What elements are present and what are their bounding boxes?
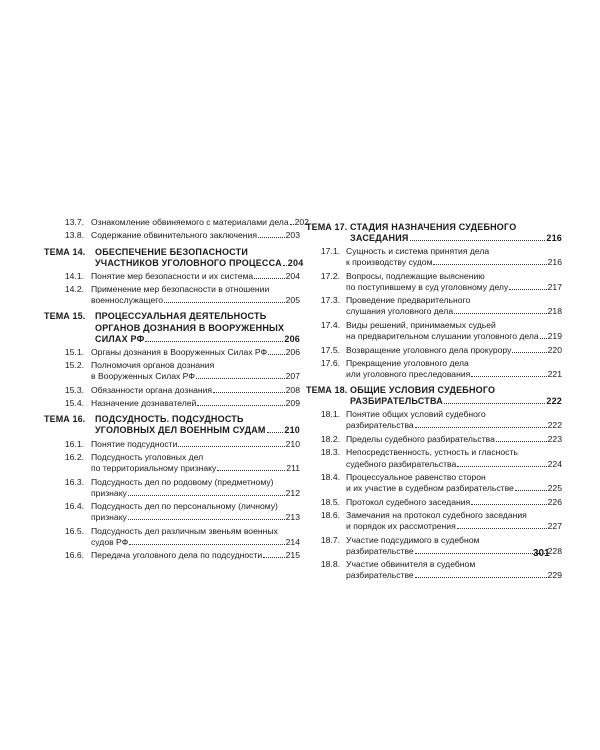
- toc-entry: [44, 526, 300, 548]
- entry-title-line: Непосредственность, устность и гласность: [346, 447, 518, 458]
- entry-title-line: по территориальному признаку: [91, 463, 217, 474]
- toc-entry: [306, 358, 562, 380]
- entry-number: 13.7.: [64, 217, 84, 227]
- entry-number: 14.1.: [64, 270, 84, 281]
- entry-title-line: Проведение предварительного: [346, 295, 471, 306]
- topic-number: ТЕМА 17.: [306, 222, 348, 232]
- entry-title-line: Прекращение уголовного дела: [346, 357, 469, 368]
- toc-entry: [306, 271, 562, 293]
- page-ref: 224: [547, 458, 562, 469]
- topic-title-line: СИЛАХ РФ: [95, 333, 145, 344]
- dot-leader: [268, 354, 285, 355]
- dot-leader: [290, 224, 294, 225]
- entry-number: 16.4.: [64, 501, 84, 512]
- page-ref: 221: [547, 369, 562, 380]
- page-ref: 216: [547, 257, 562, 268]
- toc-entry: [306, 497, 562, 508]
- dot-leader: [217, 470, 285, 471]
- toc-entry: [306, 447, 562, 469]
- entry-title-line: Полномочия органов дознания: [91, 360, 215, 371]
- toc-entry: [44, 439, 300, 450]
- page-ref: 216: [546, 233, 562, 244]
- entry-number: 17.3.: [320, 295, 340, 306]
- page-ref: 226: [547, 496, 562, 507]
- dot-leader: [433, 264, 546, 265]
- page-ref: 213: [285, 512, 300, 523]
- entry-number: 15.4.: [64, 398, 84, 409]
- entry-title-line: по поступившему в суд уголовному делу: [346, 281, 509, 292]
- dot-leader: [457, 528, 547, 529]
- page-ref: 203: [285, 230, 300, 241]
- entry-title-line: на предварительном слушании уголовного дела: [346, 331, 539, 342]
- page-ref: 212: [285, 487, 300, 498]
- page-ref: 202: [294, 217, 309, 227]
- page-ref: 218: [547, 306, 562, 317]
- dot-leader: [145, 341, 283, 342]
- entry-number: 14.2.: [64, 284, 84, 295]
- page-ref: 210: [284, 425, 300, 436]
- dot-leader: [410, 240, 546, 241]
- entry-title-line: Протокол судебного заседания: [346, 496, 471, 507]
- topic-number: ТЕМА 18.: [306, 385, 348, 396]
- entry-title-line: Сущность и система принятия дела: [346, 246, 490, 257]
- toc-entry: [306, 472, 562, 494]
- toc-entry: [44, 398, 300, 409]
- entry-title-line: Пределы судебного разбирательства: [346, 433, 495, 444]
- dot-leader: [129, 544, 284, 545]
- topic-number: ТЕМА 15.: [44, 311, 86, 322]
- dot-leader: [197, 405, 284, 406]
- entry-number: 15.2.: [64, 360, 84, 371]
- topic-title-line: ПОДСУДНОСТЬ. ПОДСУДНОСТЬ: [95, 414, 244, 425]
- entry-number: 16.2.: [64, 452, 84, 463]
- dot-leader: [254, 278, 284, 279]
- entry-number: 18.8.: [320, 559, 340, 570]
- dot-leader: [496, 441, 547, 442]
- topic-title-line: ОБЩИЕ УСЛОВИЯ СУДЕБНОГО: [350, 385, 496, 396]
- toc-topic: [306, 385, 562, 407]
- dot-leader: [457, 466, 546, 467]
- entry-number: 17.4.: [320, 319, 340, 330]
- entry-title-line: в Вооруженных Силах РФ: [91, 371, 195, 382]
- entry-title-line: или уголовного преследования: [346, 369, 471, 380]
- dot-leader: [263, 557, 285, 558]
- entry-title-line: и порядок их рассмотрения: [346, 521, 456, 532]
- entry-title-line: Виды решений, принимаемых судьей: [346, 319, 496, 330]
- entry-number: 17.5.: [320, 344, 340, 355]
- entry-title-line: Подсудность дел по персональному (личному): [91, 501, 278, 512]
- page-ref: 214: [285, 536, 300, 547]
- toc-entry: [44, 230, 300, 241]
- entry-number: 18.3.: [320, 447, 340, 458]
- page-ref: 206: [284, 333, 300, 344]
- page-ref: 206: [285, 346, 300, 357]
- dot-leader: [283, 265, 287, 266]
- entry-number: 13.8.: [64, 230, 84, 241]
- toc-topic: [44, 246, 304, 269]
- toc-topic: [44, 414, 300, 436]
- page-ref: 220: [547, 344, 562, 355]
- toc-entry: [44, 501, 300, 523]
- dot-leader: [454, 313, 547, 314]
- topic-title-line: ПРОЦЕССУАЛЬНАЯ ДЕЯТЕЛЬНОСТЬ: [95, 311, 267, 322]
- page-ref: 204: [285, 270, 300, 281]
- entry-title-line: разбирательстве: [346, 545, 414, 556]
- entry-title-line: Возвращение уголовного дела прокурору: [346, 344, 512, 355]
- toc-entry: [44, 550, 300, 561]
- toc-entry: [306, 434, 562, 445]
- topic-number: ТЕМА 16.: [44, 414, 86, 425]
- dot-leader: [267, 432, 284, 433]
- page-ref: 223: [547, 433, 562, 444]
- entry-title-line: Назначение дознавателей: [91, 398, 197, 409]
- toc-entry: [306, 320, 562, 342]
- dot-leader: [415, 427, 547, 428]
- page-ref: 227: [547, 521, 562, 532]
- entry-number: 17.2.: [320, 270, 340, 281]
- toc-entry: [44, 284, 300, 306]
- dot-leader: [512, 352, 546, 353]
- dot-leader: [258, 237, 285, 238]
- toc-entry: [306, 409, 562, 431]
- topic-title-line: ЗАСЕДАНИЯ: [350, 233, 409, 244]
- entry-title-line: Органы дознания в Вооруженных Силах РФ: [91, 346, 268, 357]
- entry-number: 16.5.: [64, 525, 84, 536]
- topic-title-line: СТАДИЯ НАЗНАЧЕНИЯ СУДЕБНОГО: [350, 222, 517, 232]
- dot-leader: [515, 490, 547, 491]
- page-ref: 229: [547, 570, 562, 581]
- page-ref: 205: [285, 295, 300, 306]
- entry-number: 16.3.: [64, 476, 84, 487]
- entry-title-line: военнослужащего: [91, 295, 164, 306]
- page-ref: 207: [285, 371, 300, 382]
- topic-title-line: ОРГАНОВ ДОЗНАНИЯ В ВООРУЖЕННЫХ: [95, 322, 285, 333]
- entry-title-line: разбирательстве: [346, 570, 414, 581]
- entry-number: 17.1.: [320, 246, 340, 257]
- page-ref: 210: [285, 438, 300, 449]
- topic-number: ТЕМА 14.: [44, 246, 86, 257]
- page-ref: 215: [285, 550, 300, 561]
- entry-title-line: Подсудность дел различным звеньям военных: [91, 525, 278, 536]
- topic-title-line: ОБЕСПЕЧЕНИЕ БЕЗОПАСНОСТИ: [95, 246, 249, 257]
- toc-topic: [306, 222, 562, 244]
- page-ref: 204: [287, 257, 304, 268]
- toc-left-column: [44, 217, 309, 564]
- dot-leader: [213, 392, 285, 393]
- entry-title-line: судебного разбирательства: [346, 458, 457, 469]
- entry-title-line: Понятие общих условий судебного: [346, 409, 486, 420]
- toc-entry: [306, 559, 562, 581]
- toc-right-column: [306, 217, 562, 584]
- entry-title-line: признаку: [91, 512, 127, 523]
- topic-title-line: РАЗБИРАТЕЛЬСТВА: [350, 396, 443, 407]
- toc-entry: [44, 217, 309, 228]
- entry-number: 18.4.: [320, 472, 340, 482]
- dot-leader: [128, 519, 285, 520]
- dot-leader: [509, 289, 546, 290]
- entry-title-line: Процессуальное равенство сторон: [346, 472, 486, 482]
- entry-title-line: Применение мер безопасности в отношении: [91, 284, 270, 295]
- page-ref: 222: [546, 396, 562, 407]
- entry-title-line: Подсудность дел по родовому (предметному): [91, 476, 274, 487]
- entry-title-line: к производству судом: [346, 257, 433, 268]
- entry-number: 18.6.: [320, 510, 340, 521]
- dot-leader: [178, 446, 284, 447]
- topic-title-line: УЧАСТНИКОВ УГОЛОВНОГО ПРОЦЕССА: [95, 257, 282, 268]
- toc-entry: [306, 246, 562, 268]
- entry-number: 16.6.: [64, 550, 84, 561]
- page-ref: 222: [547, 420, 562, 431]
- entry-title-line: Ознакомление обвиняемого с материалами дела: [91, 217, 289, 227]
- entry-title-line: признаку: [91, 487, 127, 498]
- dot-leader: [471, 376, 546, 377]
- dot-leader: [471, 504, 546, 505]
- toc-entry: [44, 360, 300, 382]
- entry-number: 18.1.: [320, 409, 340, 420]
- entry-number: 18.2.: [320, 433, 340, 444]
- entry-title-line: Замечания на протокол судебного заседания: [346, 510, 527, 521]
- toc-entry: [44, 385, 300, 396]
- dot-leader: [415, 577, 547, 578]
- entry-title-line: Участие обвинителя в судебном: [346, 559, 476, 570]
- entry-number: 15.3.: [64, 384, 84, 395]
- dot-leader: [164, 302, 285, 303]
- toc-entry: [44, 271, 300, 282]
- entry-title-line: и их участие в судебном разбирательстве: [346, 483, 514, 494]
- entry-title-line: Понятие мер безопасности и их система: [91, 270, 254, 281]
- dot-leader: [540, 338, 547, 339]
- entry-number: 15.1.: [64, 346, 84, 357]
- dot-leader: [128, 495, 285, 496]
- entry-title-line: Участие подсудимого в судебном: [346, 534, 480, 545]
- toc-entry: [44, 477, 300, 499]
- toc-entry: [44, 452, 300, 474]
- dot-leader: [415, 553, 547, 554]
- page-number: 301: [533, 548, 550, 559]
- dot-leader: [196, 378, 285, 379]
- page-ref: 225: [547, 483, 562, 494]
- page-ref: 228: [547, 545, 562, 556]
- entry-title-line: разбирательства: [346, 420, 414, 431]
- entry-title-line: слушания уголовного дела: [346, 306, 454, 317]
- entry-title-line: Понятие подсудности: [91, 438, 178, 449]
- entry-title-line: Вопросы, подлежащие выяснению: [346, 270, 485, 281]
- entry-number: 17.6.: [320, 357, 340, 368]
- toc-entry: [306, 535, 562, 557]
- entry-number: 18.7.: [320, 534, 340, 545]
- toc-topic: [44, 311, 300, 344]
- entry-number: 16.1.: [64, 438, 84, 449]
- toc-entry: [44, 347, 300, 358]
- page-ref: 208: [285, 384, 300, 395]
- page-ref: 209: [285, 398, 300, 409]
- entry-title-line: Передача уголовного дела по подсудности: [91, 550, 263, 561]
- entry-title-line: судов РФ: [91, 536, 129, 547]
- page-ref: 211: [286, 463, 300, 474]
- dot-leader: [444, 403, 545, 404]
- entry-number: 18.5.: [320, 496, 340, 507]
- entry-title-line: Содержание обвинительного заключения: [91, 230, 257, 241]
- entry-title-line: Обязанности органа дознания: [91, 384, 213, 395]
- toc-entry: [306, 345, 562, 356]
- entry-title-line: Подсудность уголовных дел: [91, 452, 204, 463]
- page-ref: 217: [547, 281, 562, 292]
- toc-entry: [306, 510, 562, 532]
- topic-title-line: УГОЛОВНЫХ ДЕЛ ВОЕННЫМ СУДАМ: [95, 425, 266, 436]
- toc-entry: [306, 295, 562, 317]
- page-ref: 219: [547, 331, 562, 342]
